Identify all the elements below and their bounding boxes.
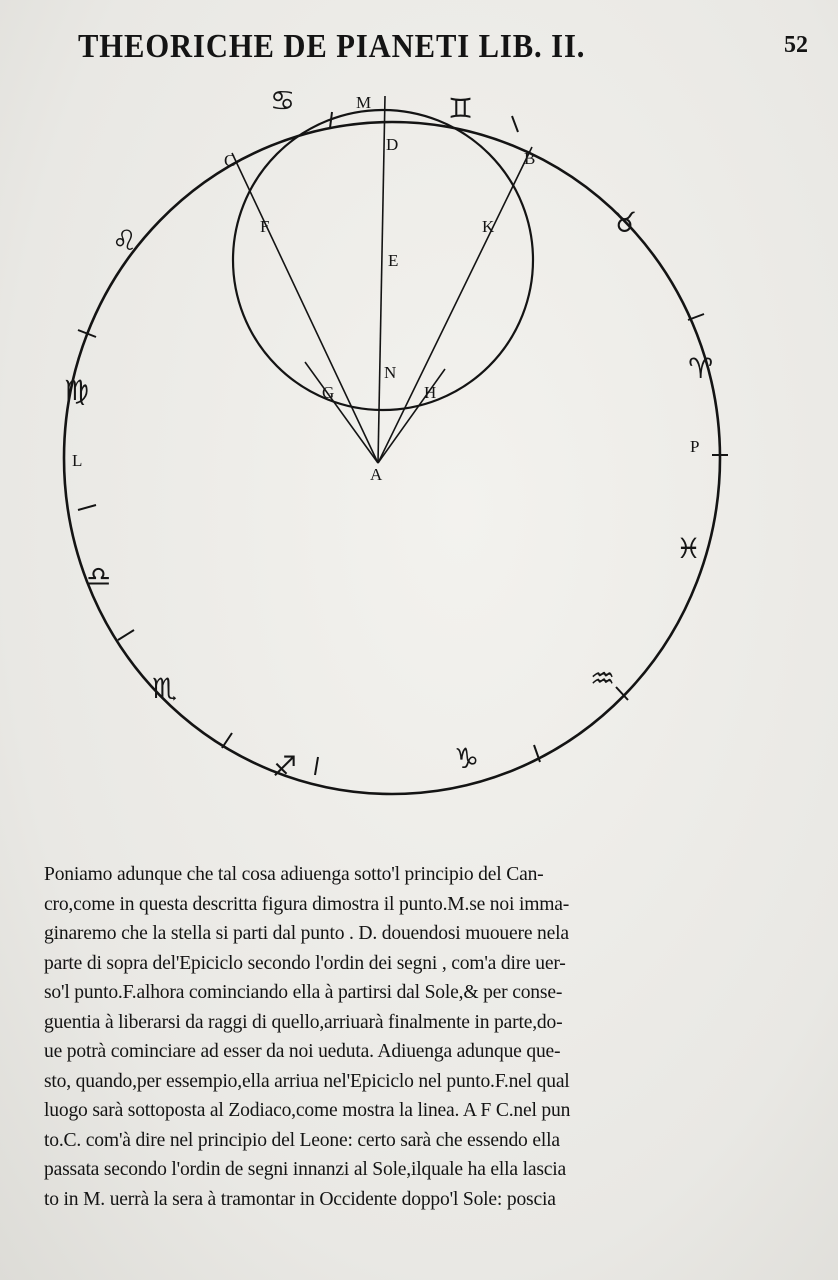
line-m-a: [378, 96, 385, 463]
sign-aries-icon: ♈: [688, 352, 714, 385]
point-d: D: [386, 135, 399, 154]
text-line: passata secondo l'ordin de segni innanzi al Sole,ilquale ha ella lascia: [44, 1159, 566, 1180]
epicycle-circle: [233, 110, 536, 410]
sign-scorpio-icon: ♏: [152, 672, 178, 705]
point-e: E: [388, 251, 399, 270]
sign-aquarius-icon: ♒: [590, 662, 616, 695]
text-line: to in M. uerrà la sera à tramontar in Occidente doppo'l Sole: poscia: [44, 1188, 556, 1210]
text-line: cro,come in questa descritta figura dimostra il punto.M.se noi imma-: [44, 893, 570, 915]
text-line: parte di sopra del'Epiciclo secondo l'ordin dei segni , com'a dire uer-: [44, 952, 566, 974]
sign-cancer-icon: ♋: [270, 84, 296, 117]
sign-leo-icon: ♌: [112, 224, 138, 257]
point-c: C: [224, 151, 236, 170]
text-line: to.C. com'à dire nel principio del Leone: certo sarà che essendo ella: [44, 1129, 560, 1151]
sign-pisces-icon: ♓: [676, 532, 702, 565]
sign-capricorn-icon: ♑: [454, 742, 480, 775]
sign-gemini-icon: ♊: [448, 92, 474, 125]
text-line: sto, quando,per essempio,ella arriua nel'Epiciclo nel punto.F.nel qual: [44, 1070, 570, 1092]
text-line: Poniamo adunque che tal cosa adiuenga sotto'l principio del Can-: [44, 864, 544, 885]
sign-taurus-icon: ♉: [612, 206, 638, 239]
sign-virgo-icon: ♍: [64, 374, 90, 407]
line-a-c: [232, 153, 378, 463]
text-line: guentia à liberarsi da raggi di quello,arriuarà finalmente in parte,do-: [44, 1011, 563, 1033]
text-line: ue potrà cominciare ad esser da noi ueduta. Adiuenga adunque que-: [44, 1041, 561, 1062]
text-line: so'l punto.F.alhora cominciando ella à partirsi dal Sole,& per conse-: [44, 982, 563, 1003]
point-n: N: [384, 363, 397, 382]
page-number: 52: [784, 32, 808, 58]
point-m: M: [356, 93, 372, 112]
running-title: THEORICHE DE PIANETI LIB. II.: [78, 28, 586, 65]
point-h: H: [424, 383, 437, 402]
point-k: K: [482, 217, 495, 236]
point-b: B: [524, 149, 536, 168]
line-a-b: [378, 147, 532, 463]
line-a-g: [305, 362, 378, 463]
point-g: G: [322, 383, 335, 402]
sign-sagittarius-icon: ♐: [272, 750, 298, 783]
point-a: A: [370, 465, 383, 484]
body-paragraph: [44, 860, 824, 1214]
text-line: luogo sarà sottoposta al Zodiaco,come mostra la linea. A F C.nel pun: [44, 1100, 571, 1121]
sign-libra-icon: ♎: [86, 560, 112, 593]
point-f: F: [260, 217, 270, 236]
point-p: P: [690, 437, 700, 456]
point-l: L: [72, 451, 83, 470]
text-line: ginaremo che la stella si parti dal punto . D. douendosi muouere nela: [44, 923, 569, 944]
